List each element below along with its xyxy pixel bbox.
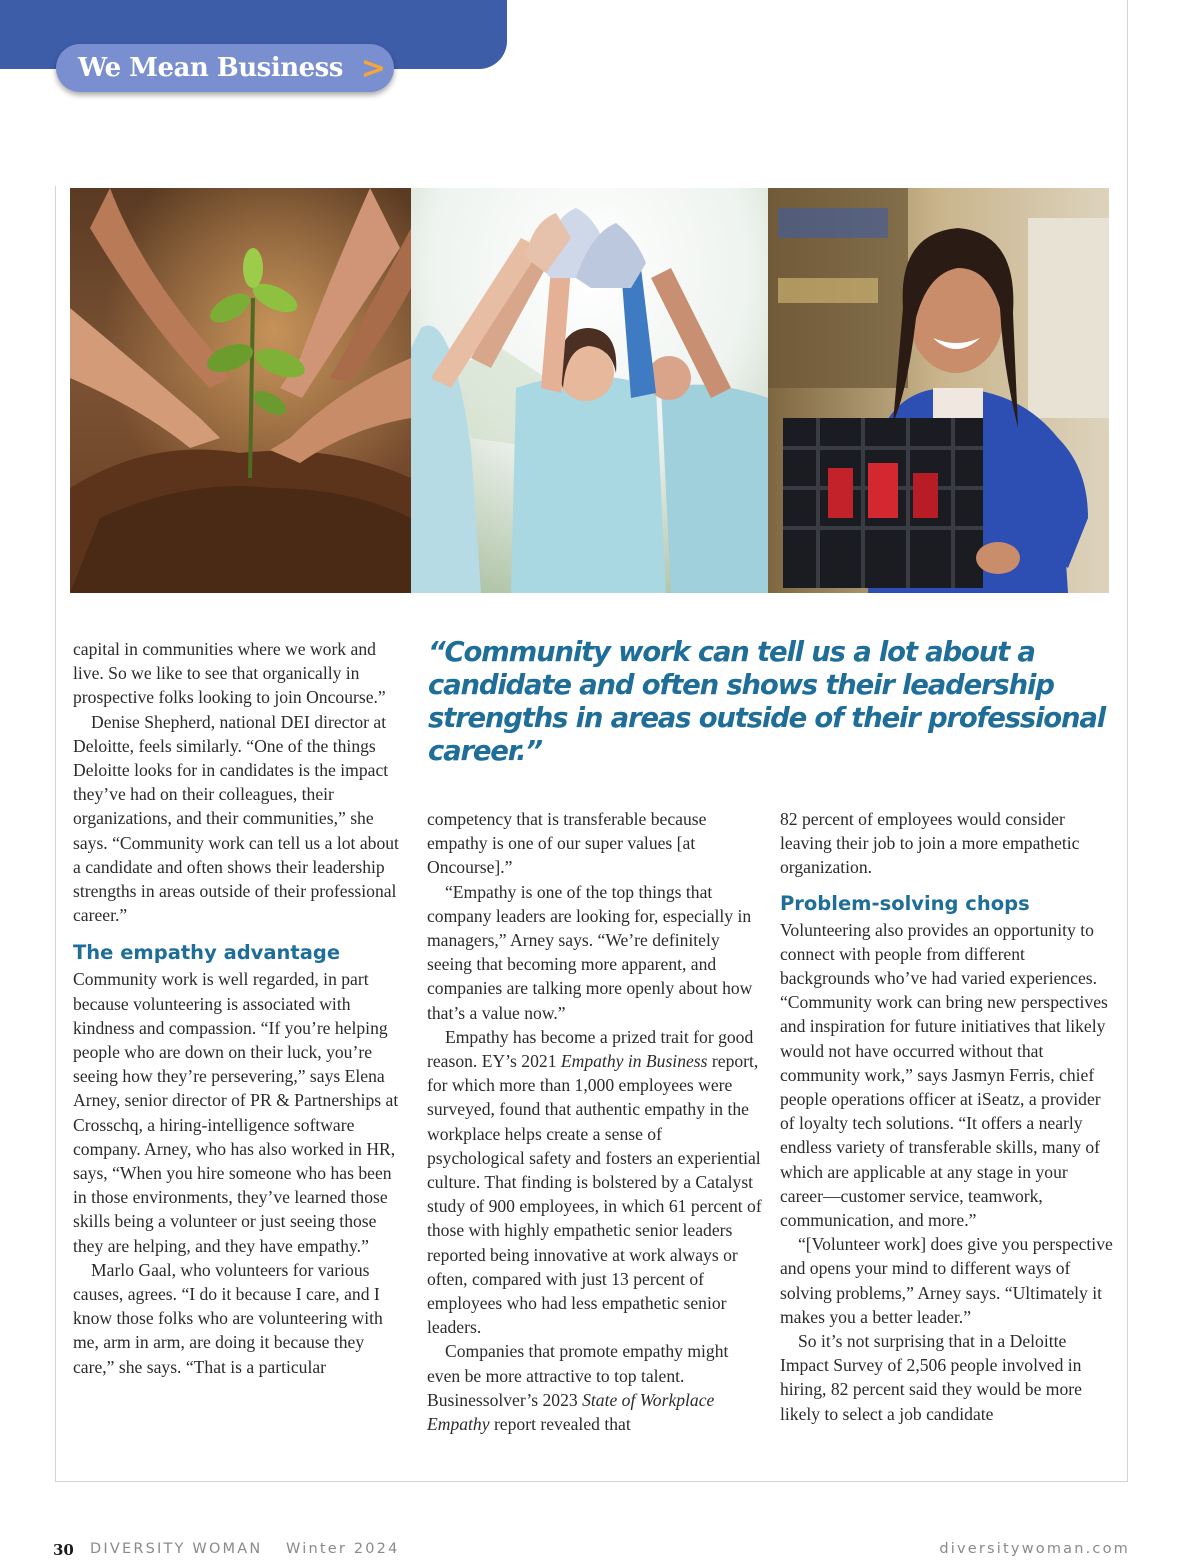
report-title: Empathy in Business: [560, 1051, 708, 1072]
paragraph: [427, 1025, 762, 1340]
page-number: 30: [53, 1541, 74, 1559]
paragraph: Denise Shepherd, national DEI director at Deloitte, feels similarly. “One of the things Deloitte looks for in candidates is the impact they’ve had on their colleagues, their organizations, and their communities,” she says. “Community work can tell us a lot about a candidate and often shows their leadership strengths in areas outside of their professional career.”: [73, 711, 399, 926]
text-run: report revealed that: [489, 1414, 631, 1435]
report-title: State of Workplace Empathy: [427, 1389, 715, 1435]
article-column-2: [427, 807, 762, 1436]
text-run: Companies that promote empathy might even be more attractive to top talent. Businessolver’s 2023: [427, 1341, 729, 1410]
paragraph: “[Volunteer work] does give you perspective and opens your mind to different ways of solving problems,” Arney says. “Ultimately it makes you a better leader.”: [780, 1234, 1113, 1327]
page-frame-bottom: [55, 1481, 1128, 1482]
subheading-problem-solving: Problem-solving chops: [780, 891, 1030, 915]
paragraph: Community work is well regarded, in part because volunteering is associated with kindness and compassion. “If you’re helping people who are down on their luck, you’re seeing how they’re persevering,” says Elena Arney, senior director of PR & Partnerships at Crosschq, a hiring-intelligence software company. Arney, who has also worked in HR, says, “When you hire someone who has been in those environments, they’ve learned those skills being a volunteer or just seeing those they are helping, and they have empathy.”: [73, 969, 399, 1256]
page-frame-right: [1127, 0, 1128, 1481]
section-label: We Mean Business: [78, 53, 343, 83]
paragraph: [427, 1339, 762, 1436]
article-column-1: [73, 637, 403, 1379]
issue-date: Winter 2024: [286, 1541, 400, 1557]
paragraph: Marlo Gaal, who volunteers for various causes, agrees. “I do it because I care, and I know those folks who are volunteering with me, arm in arm, are doing it because they care,” she says. “That is a particular: [73, 1259, 383, 1377]
section-tag[interactable]: [56, 44, 394, 92]
paragraph: 82 percent of employees would consider leaving their job to join a more empathetic organization.: [780, 809, 1080, 878]
article-column-3: [780, 807, 1115, 1426]
photo-woman-with-crate: [768, 188, 1109, 593]
website-link[interactable]: diversitywoman.com: [939, 1541, 1130, 1557]
paragraph: competency that is transferable because empathy is one of our super values [at Oncourse].”: [427, 809, 707, 878]
paragraph: Volunteering also provides an opportunity to connect with people from different backgrounds who’ve had varied experiences. “Community work can bring new perspectives and inspiration for future initiatives that likely would not have occurred without that community work,” says Jasmyn Ferris, chief people operations officer at iSeatz, a provider of loyalty tech solutions. “It offers a nearly endless variety of transferable skills, many of which are applicable at any stage in your career—customer service, teamwork, communication, and more.”: [780, 919, 1108, 1231]
paragraph: “Empathy is one of the top things that company leaders are looking for, especially in managers,” Arney says. “We’re definitely seeing that becoming more apparent, and companies are talking more openly about how that’s a value now.”: [427, 881, 753, 1023]
text-run: report, for which more than 1,000 employees were surveyed, found that authentic empathy in the workplace helps create a sense of psychological safety and fosters an experiential culture. That finding is bolstered by a Catalyst study of 900 employees, in which 61 percent of those with highly empathetic senior leaders reported being innovative at work always or often, compared with just 13 percent of employees who had less empathetic senior leaders.: [427, 1051, 762, 1338]
subheading-empathy-advantage: The empathy advantage: [73, 941, 341, 965]
photo-volunteers-high-five: [411, 188, 768, 593]
pull-quote: “Community work can tell us a lot about a candidate and often shows their leadership strengths in areas outside of their professional career.”: [428, 636, 1105, 767]
magazine-name: DIVERSITY WOMAN: [90, 1541, 263, 1557]
photo-seedling: [70, 188, 411, 593]
paragraph: capital in communities where we work and live. So we like to see that organically in prospective folks looking to join Oncourse.”: [73, 639, 386, 708]
chevron-right-icon: >: [360, 50, 387, 86]
text-run: Empathy has become a prized trait for good reason. EY’s 2021: [427, 1026, 754, 1072]
paragraph: So it’s not surprising that in a Deloitte Impact Survey of 2,506 people involved in hiring, 82 percent said they would be more likely to select a job candidate: [780, 1331, 1082, 1424]
page-frame-left: [55, 186, 56, 1481]
